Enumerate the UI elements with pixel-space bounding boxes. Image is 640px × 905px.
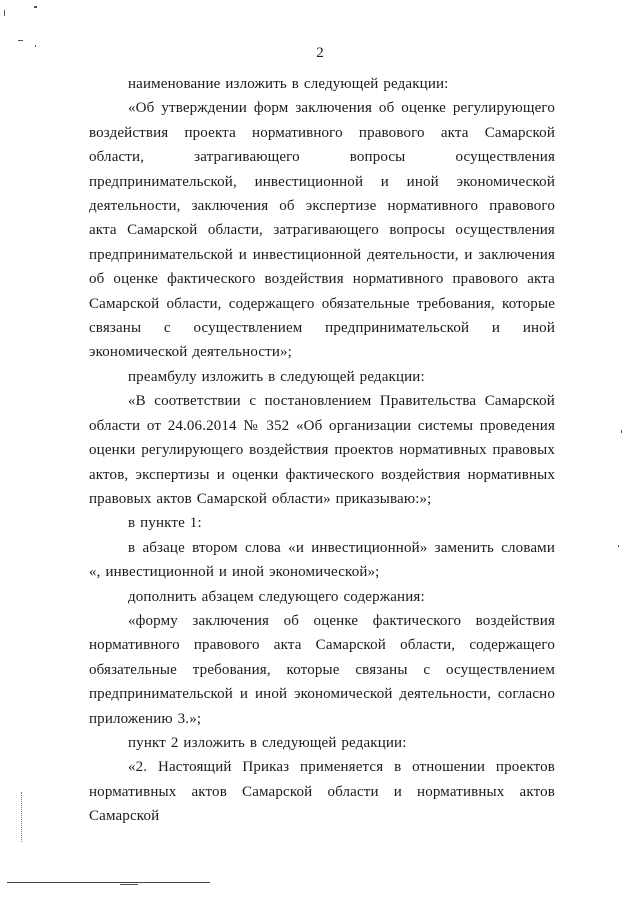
footnote-separator-mark	[120, 884, 138, 885]
paragraph: преамбулу изложить в следующей редакции:	[128, 368, 425, 385]
scan-speck	[18, 40, 23, 41]
paragraph: наименование изложить в следующей редакции:	[128, 76, 449, 92]
scan-speck	[618, 545, 619, 547]
paragraph: дополнить абзацем следующего содержания:	[128, 588, 425, 605]
paragraph: «2. Настоящий Приказ применяется в отношении проектов нормативных актов Самарской области и нормативных актов Самарской	[89, 759, 555, 825]
paragraph: «В соответствии с постановлением Правительства Самарской области от 24.06.2014 № 352 «Об организации системы проведения оценки регулирующего воздействия проектов нормативных правовых актов, экспертизы и оценки фактического воздействия нормативных правовых актов Самарской области» приказываю:»;	[89, 393, 555, 507]
footnote-separator	[7, 882, 210, 883]
paragraph: «форму заключения об оценке фактического воздействия нормативного правового акта Самарской области, содержащего обязательные требования, которые связаны с осуществлением предпринимательской и иной экономической деятельности, согласно приложению 3.»;	[89, 612, 555, 727]
page-number: 2	[316, 45, 324, 61]
scan-speck	[621, 430, 622, 433]
paragraph: в пункте 1:	[128, 515, 202, 532]
paragraph: «Об утверждении форм заключения об оценке регулирующего воздействия проекта нормативного правового акта Самарской области, затрагивающего вопросы осуществления предпринимательской, инвестиционной и иной экономической деятельности, заключения об экспертизе нормативного правового акта Самарской области, затрагивающего вопросы осуществления предпринимательской и инвестиционной деятельности, и заключения об оценке фактического воздействия нормативного правового акта Самарской области, содержащего обязательные требования, которые связаны с осуществлением предпринимательской и иной экономической деятельности»;	[89, 100, 555, 361]
paragraph: пункт 2 изложить в следующей редакции:	[128, 734, 407, 751]
paragraph: в абзаце втором слова «и инвестиционной» заменить словами «, инвестиционной и иной экономической»;	[89, 539, 555, 581]
document-body	[89, 72, 555, 829]
scan-speck	[4, 10, 5, 16]
scan-binding-marks	[21, 792, 23, 842]
scan-speck	[34, 6, 37, 8]
